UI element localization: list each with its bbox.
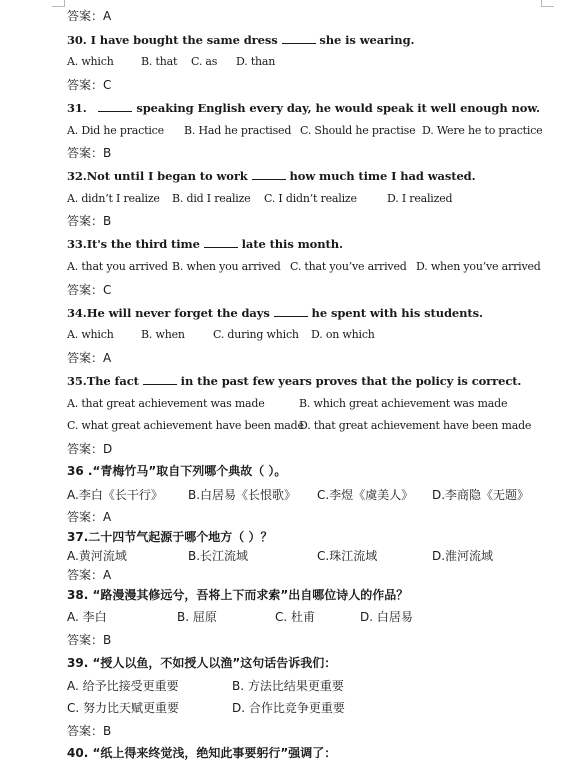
question-33 [67,236,343,252]
option-c: C. I didn’t realize [264,192,357,205]
option-b: B.白居易《长恨歌》 [188,488,297,502]
answer-line: 答案：B [67,724,112,738]
question-37 [67,529,272,545]
answer-line: 答案：B [67,146,112,160]
question-30 [67,32,414,48]
option-a: A.黄河流域 [67,549,127,563]
answer-line: 答案：A [67,510,112,524]
answer-blank [204,237,238,248]
answer-blank [252,169,286,180]
option-a: A. didn’t I realize [67,192,160,205]
answer-blank [274,306,308,317]
option-a: A. that great achievement was made [67,397,265,410]
question-number: 33. [67,237,87,251]
answer-blank [282,33,316,44]
option-a: A. that you arrived [67,260,168,273]
option-c: C. during which [213,328,299,341]
question-number: 32. [67,169,87,183]
answer-line: 答案：A [67,351,112,365]
question-text-part2: late this month. [237,237,343,251]
answer-blank [143,374,177,385]
answer-line: 答案：A [67,9,112,23]
option-d: D.李商隐《无题》 [432,488,530,502]
answer-line: 答案：C [67,78,112,92]
page-corner-mark-left [52,0,65,7]
option-a: A. 给予比接受更重要 [67,679,179,693]
question-34 [67,305,483,321]
question-text-part1: I have bought the same dress [90,33,282,47]
question-number: 40. [67,746,89,760]
question-number: 30. [67,33,87,47]
option-a: A. Did he practice [67,124,164,137]
question-31 [67,100,540,116]
question-text-part2: she is wearing. [315,33,415,47]
faded-watermark [370,757,510,765]
option-c: C. that you’ve arrived [290,260,407,273]
option-c: C. 努力比天赋更重要 [67,701,180,715]
answer-line: 答案：A [67,568,112,582]
option-b: B. 方法比结果更重要 [232,679,344,693]
option-c: C. 杜甫 [275,610,316,624]
option-c: C. as [191,55,218,68]
question-number: 35. [67,374,87,388]
option-c: C. Should he practise [300,124,416,137]
question-text: “授人以鱼，不如授人以渔”这句话告诉我们： [92,656,337,670]
question-text-part2: in the past few years proves that the policy is correct. [176,374,522,388]
answer-line: 答案：B [67,214,112,228]
answer-line: 答案：C [67,283,112,297]
option-a: A.李白《长干行》 [67,488,163,502]
question-text-part1: It's the third time [86,237,204,251]
question-35 [67,373,521,389]
answer-line: 答案：D [67,442,113,456]
option-b: B.长江流域 [188,549,249,563]
option-d: D. I realized [387,192,453,205]
question-number: 39. [67,656,89,670]
option-d: D.淮河流域 [432,549,494,563]
option-d: D. on which [311,328,375,341]
question-text-part2: how much time I had wasted. [285,169,476,183]
option-d: D. that great achievement have been made [299,419,532,432]
option-b: B. Had he practised [184,124,292,137]
option-b: B. when you arrived [172,260,281,273]
question-number: 31. [67,101,87,115]
question-text-part2: speaking English every day, he would speak it well enough now. [132,101,540,115]
option-b: B. which great achievement was made [299,397,508,410]
question-text-part2: he spent with his students. [307,306,483,320]
option-b: B. 屈原 [177,610,217,624]
question-32 [67,168,476,184]
page-corner-mark-right [541,0,554,7]
question-number: 34. [67,306,87,320]
option-d: D. when you’ve arrived [416,260,541,273]
question-number: 36 . [67,464,93,478]
option-d: D. 合作比竞争更重要 [232,701,345,715]
question-39 [67,655,336,671]
question-text-part1: The fact [86,374,143,388]
option-a: A. 李白 [67,610,107,624]
option-b: B. when [141,328,185,341]
question-text: “青梅竹马”取自下列哪个典故（ ）。 [92,464,287,478]
question-40 [67,745,336,761]
option-a: A. which [67,55,114,68]
question-text: 二十四节气起源于哪个地方（ ）？ [88,530,273,544]
question-text-part1: Not until I began to work [86,169,252,183]
question-38 [67,587,408,603]
option-b: B. did I realize [172,192,251,205]
option-d: D. than [236,55,276,68]
question-text-part1: He will never forget the days [86,306,274,320]
answer-blank [98,101,132,112]
question-text: “路漫漫其修远兮，吾将上下而求索”出自哪位诗人的作品？ [92,588,409,602]
option-d: D. 白居易 [360,610,413,624]
question-number: 37. [67,530,89,544]
option-c: C. what great achievement have been made [67,419,304,432]
option-a: A. which [67,328,114,341]
question-number: 38. [67,588,89,602]
option-d: D. Were he to practice [422,124,543,137]
option-b: B. that [141,55,178,68]
answer-line: 答案：B [67,633,112,647]
option-c: C.珠江流域 [317,549,378,563]
option-c: C.李煜《虞美人》 [317,488,414,502]
question-36 [67,463,286,479]
question-text: “纸上得来终觉浅，绝知此事要躬行”强调了： [92,746,337,760]
